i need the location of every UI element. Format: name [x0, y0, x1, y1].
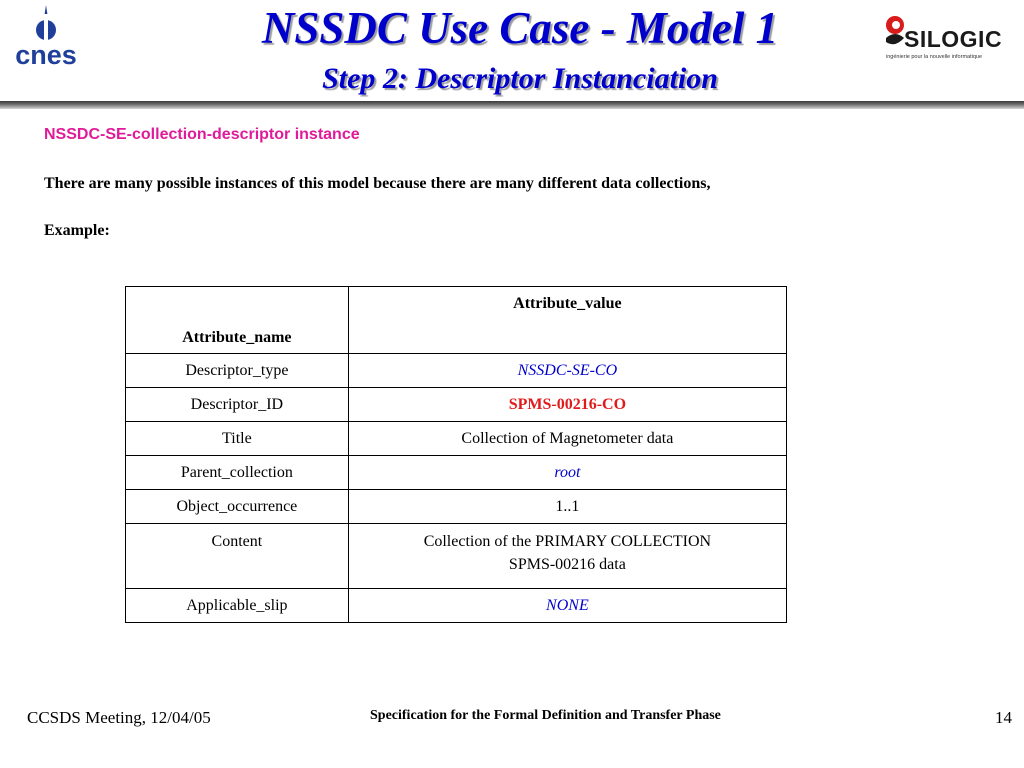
- silogic-logo-text: SILOGIC: [904, 26, 1003, 52]
- attribute-value-cell: NONE: [348, 589, 786, 623]
- slide-title: NSSDC Use Case - Model 1: [261, 3, 779, 53]
- page-number: 14: [995, 708, 1012, 727]
- table-row: [126, 422, 787, 456]
- intro-text: There are many possible instances of this model because there are many different data collections,: [44, 175, 711, 192]
- section-heading: NSSDC-SE-collection-descriptor instance: [44, 126, 360, 143]
- attribute-name-cell: Descriptor_ID: [126, 388, 349, 422]
- table-header-row: [126, 287, 787, 354]
- attribute-name-cell: Descriptor_type: [126, 354, 349, 388]
- attribute-name-cell: Object_occurrence: [126, 490, 349, 524]
- attribute-value-cell: Collection of Magnetometer data: [348, 422, 786, 456]
- attribute-value-cell: SPMS-00216-CO: [348, 388, 786, 422]
- attribute-table: [125, 286, 787, 623]
- table-row: [126, 524, 787, 589]
- attribute-name-cell: Parent_collection: [126, 456, 349, 490]
- header-divider: [0, 101, 1024, 109]
- cnes-logo-text: cnes: [15, 40, 77, 68]
- header-attribute-value: Attribute_value: [348, 287, 786, 354]
- attribute-value-cell: NSSDC-SE-CO: [348, 354, 786, 388]
- attribute-value-cell: 1..1: [348, 490, 786, 524]
- footer-title: Specification for the Formal Definition and Transfer Phase: [370, 708, 721, 723]
- content-value-line-1: Collection of the PRIMARY COLLECTION: [423, 533, 712, 550]
- table-row: [126, 388, 787, 422]
- attribute-value-cell: [348, 524, 786, 589]
- table-row: [126, 354, 787, 388]
- header-attribute-name: Attribute_name: [126, 287, 349, 354]
- slide-subtitle: Step 2: Descriptor Instanciation: [322, 62, 718, 95]
- attribute-value-cell: root: [348, 456, 786, 490]
- footer-meeting: CCSDS Meeting, 12/04/05: [27, 708, 211, 727]
- table-row: [126, 589, 787, 623]
- table-row: [126, 490, 787, 524]
- attribute-name-cell: Content: [126, 524, 349, 589]
- table-row: [126, 456, 787, 490]
- content-value-line-2: SPMS-00216 data: [508, 556, 626, 573]
- attribute-name-cell: Applicable_slip: [126, 589, 349, 623]
- example-label: Example:: [44, 222, 110, 239]
- silogic-tagline: ingénierie pour la nouvelle informatique: [886, 54, 983, 60]
- attribute-name-cell: Title: [126, 422, 349, 456]
